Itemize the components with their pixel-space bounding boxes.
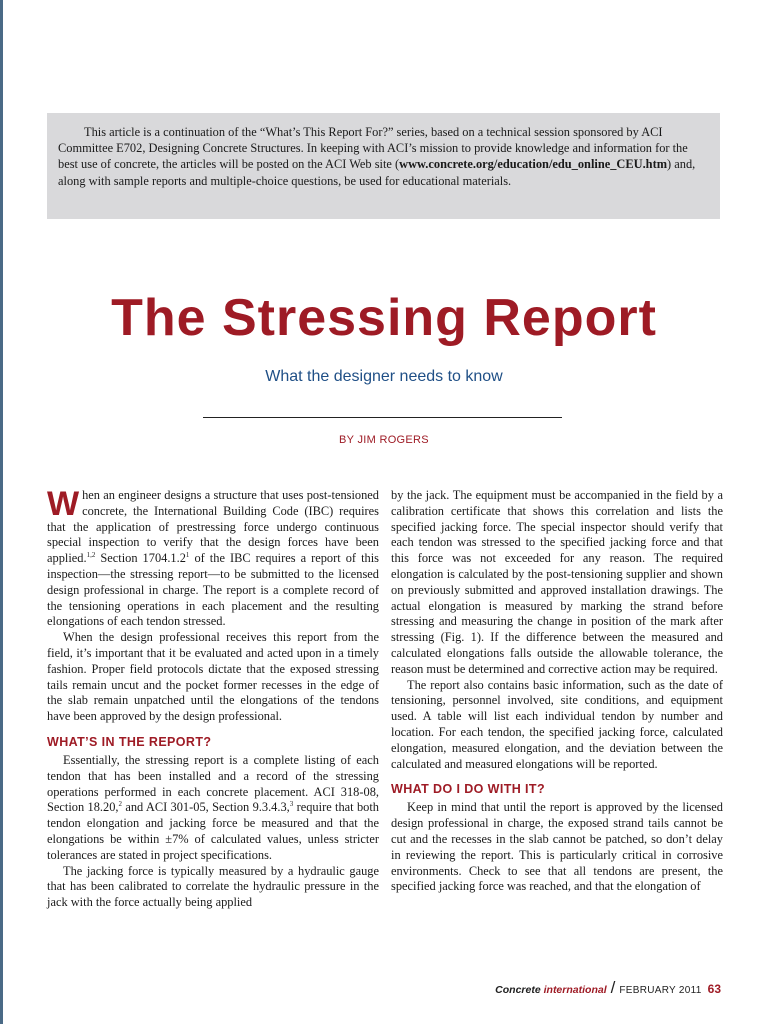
paragraph: Essentially, the stressing report is a complete listing of each tendon that has been installed and a record of the stressing operations performed in each concrete placement. ACI 318-08, Section 18.20,$^2$ and ACI 301-05, Section 9.3.4.3,$^3$ require that both tendon elongation and jacking force be measured and that the elongations be within ±7% of calculated values, unless stricter tolerances are stated in project specifications. — [47, 752, 379, 862]
column-right — [391, 488, 723, 895]
column-left — [47, 485, 379, 911]
intro-text: This article is a continuation of the “What’s This Report For?” series, based on a technical session sponsored by ACI Committee E702, Designing Concrete Structures. In keeping with ACI’s mission to provide knowledge and information for the best use of concrete, the articles will be posted on the ACI Web site (www.concrete.org/education/edu_online_CEU.htm) and, along with sample reports and multiple-choice questions, be used for educational materials. — [58, 125, 696, 188]
subtitle-rule — [203, 417, 562, 418]
page-footer — [495, 978, 721, 998]
section-heading: WHAT’S IN THE REPORT? — [47, 734, 212, 749]
paragraph: The report also contains basic information, such as the date of tensioning, personnel involved, site conditions, and equipment used. A table will list each individual tendon by number and location. For each tendon, the specified jacking force, calculated elongation, measured elongation, and the deviation between the calculated and measured elongations will be reported. — [391, 677, 723, 771]
article-title: The Stressing Report — [111, 289, 657, 347]
section-heading: WHAT DO I DO WITH IT? — [391, 782, 545, 797]
page-number: 63 — [707, 982, 721, 996]
article-subtitle: What the designer needs to know — [265, 368, 503, 385]
drop-cap: W — [47, 485, 80, 523]
intro-link[interactable]: www.concrete.org/education/edu_online_CEU.htm — [399, 157, 668, 172]
issue-date: FEBRUARY 2011 — [619, 985, 702, 996]
paragraph: by the jack. The equipment must be accompanied in the field by a calibration certificate that shows this correlation and lists the specified jacking force. The special inspector should verify that each tendon was stressed to the specified jacking force and that this force was not exceeded for any reason. The required elongation is calculated by the post-tensioning supplier and shown on previously submitted and approved installation drawings. The actual elongation is measured by marking the strand before stressing and measuring the change in position of the mark after stressing (Fig. 1). If the difference between the measured and calculated elongations falls outside the allowable tolerance, the reason must be determined and corrective action may be required. — [391, 488, 723, 676]
footer-slash: / — [610, 978, 616, 997]
magazine-name: Concrete international — [495, 984, 607, 996]
paragraph: The jacking force is typically measured by a hydraulic gauge that has been calibrated to correlate the hydraulic pressure in the jack with the force actually being applied — [47, 863, 379, 910]
paragraph: When an engineer designs a structure that uses post-tensioned concrete, the International Building Code (IBC) requires that the application of prestressing force undergo continuous special inspection to verify that the design forces have been applied.$^{1,2}$ Section 1704.1.2$^1$ of the IBC requires a report of this inspection—the stressing report—to be submitted to the licensed design professional in charge. The report is a complete record of the tensioning operations in each placement and the resulting elongations of each tendon stressed. — [47, 485, 379, 629]
page-edge-rule — [0, 0, 3, 1024]
paragraph: When the design professional receives this report from the field, it’s important that it be evaluated and acted upon in a timely fashion. Proper field protocols dictate that the exposed stressing tails remain uncut and the pocket former recesses in the edge of the slab remain unpatched until the elongations of the tendons have been approved by the design professional. — [47, 630, 379, 724]
byline: BY JIM ROGERS — [339, 434, 429, 446]
paragraph: Keep in mind that until the report is approved by the licensed design professional in charge, the exposed strand tails cannot be cut and the recesses in the slab cannot be patched, so don’t delay in reviewing the report. This is particularly critical in corrosive environments. Check to see that all tendons are present, the specified jacking force was reached, and that the elongation of — [391, 800, 723, 894]
intro-box — [47, 113, 720, 219]
